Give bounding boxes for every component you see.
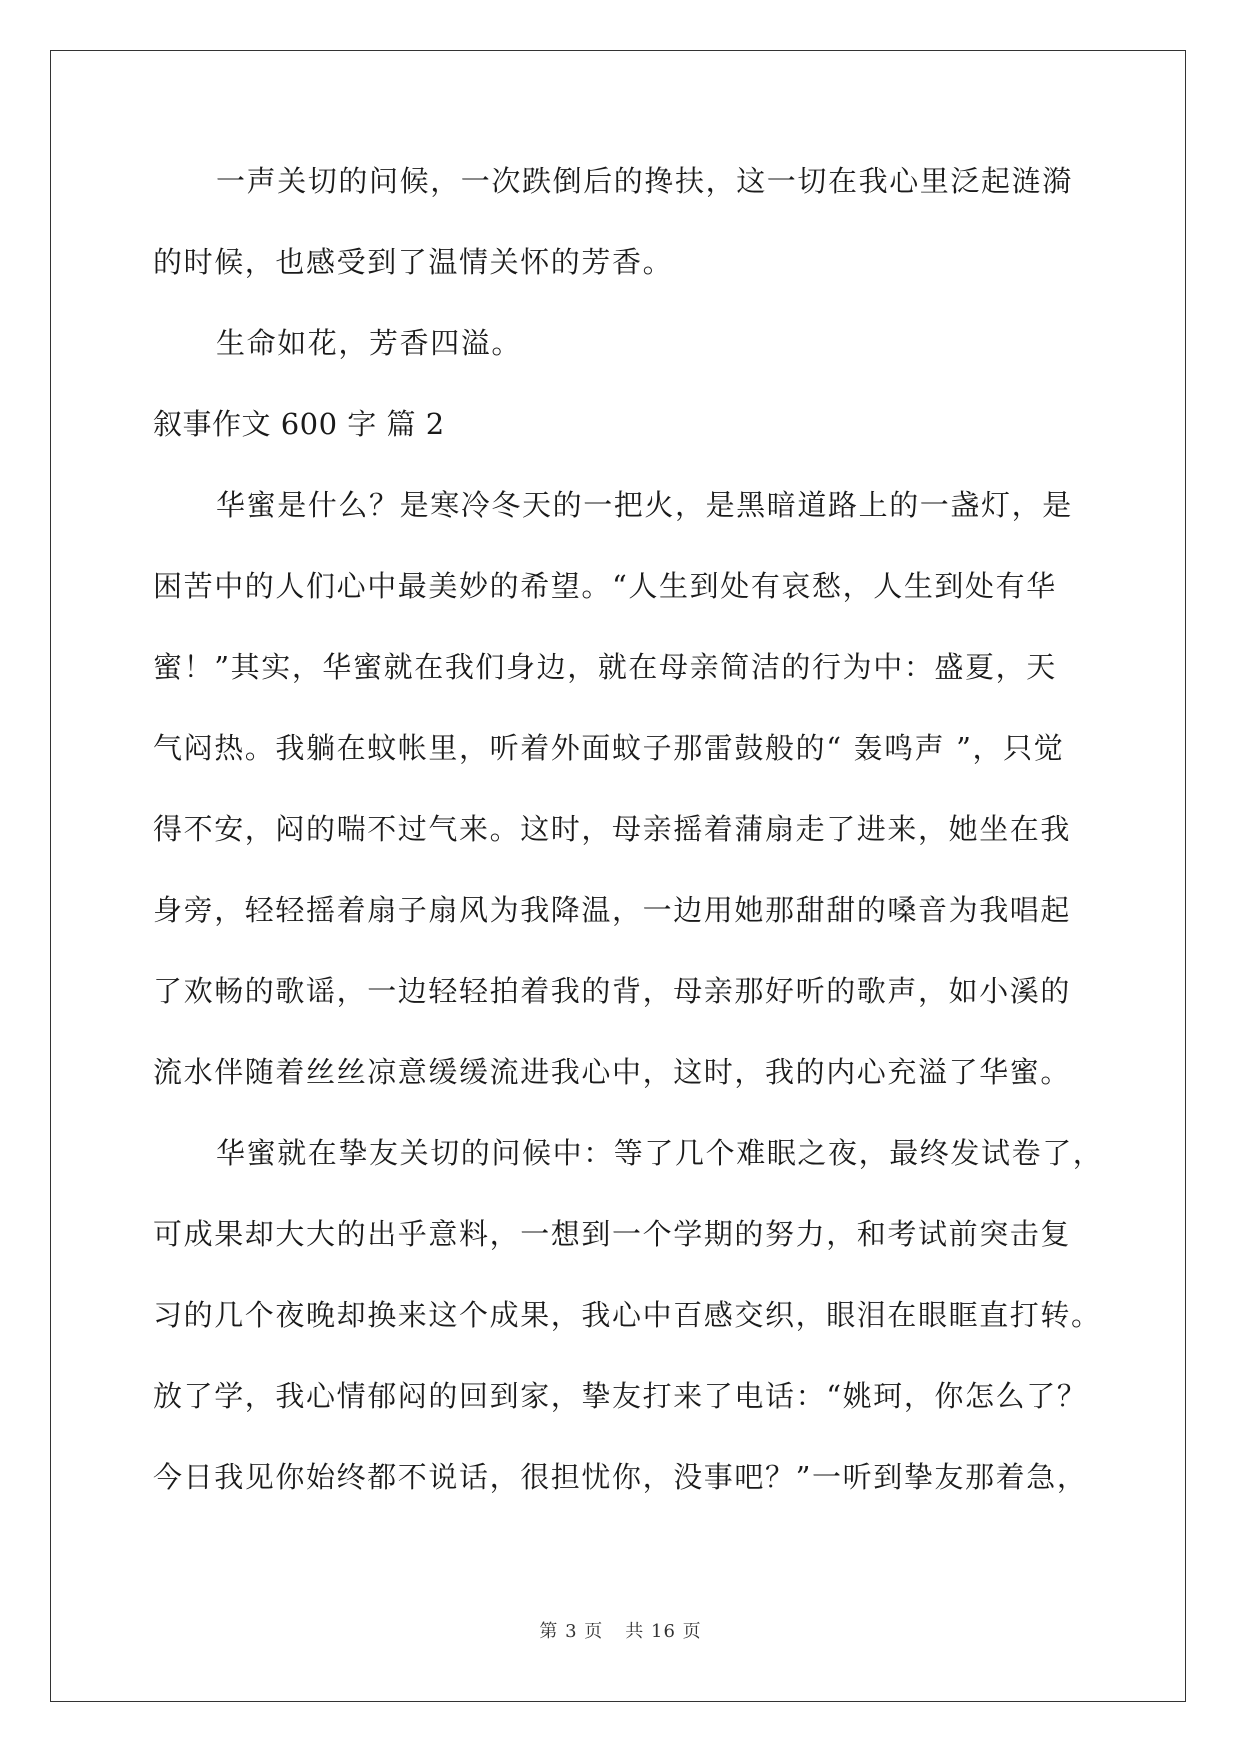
text-line: 气闷热。我躺在蚊帐里，听着外面蚊子那雷鼓般的“ 轰鸣声 ”，只觉: [153, 731, 1065, 765]
text-line: 流水伴随着丝丝凉意缓缓流进我心中，这时，我的内心充溢了华蜜。: [153, 1055, 1072, 1089]
text-line: 身旁，轻轻摇着扇子扇风为我降温，一边用她那甜甜的嗓音为我唱起: [153, 893, 1072, 927]
text-line: 华蜜就在挚友关切的问候中：等了几个难眠之夜，最终发试卷了，: [216, 1136, 1104, 1170]
page-number: 第 3 页: [539, 1621, 604, 1642]
text-line: 生命如花，芳香四溢。: [216, 326, 523, 360]
text-line: 得不安，闷的喘不过气来。这时，母亲摇着蒲扇走了进来，她坐在我: [153, 812, 1072, 846]
text-line: 蜜！”其实，华蜜就在我们身边，就在母亲简洁的行为中：盛夏，天: [153, 650, 1057, 684]
text-line: 困苦中的人们心中最美妙的希望。“人生到处有哀愁，人生到处有华: [153, 569, 1057, 603]
document-body: [153, 164, 1104, 1543]
page-footer: [0, 1617, 1241, 1643]
page-total: 共 16 页: [625, 1621, 702, 1642]
text-line: 今日我见你始终都不说话，很担忧你，没事吧？”一听到挚友那着急，: [153, 1460, 1088, 1494]
text-line: 华蜜是什么？是寒冷冬天的一把火，是黑暗道路上的一盏灯，是: [216, 488, 1073, 522]
text-line: 放了学，我心情郁闷的回到家，挚友打来了电话：“姚珂，你怎么了？: [153, 1379, 1088, 1413]
text-line: 了欢畅的歌谣，一边轻轻拍着我的背，母亲那好听的歌声，如小溪的: [153, 974, 1072, 1008]
text-line: 可成果却大大的出乎意料，一想到一个学期的努力，和考试前突击复: [153, 1217, 1072, 1251]
section-heading: 叙事作文 600 字 篇 2: [153, 407, 445, 441]
text-line: 一声关切的问候，一次跌倒后的搀扶，这一切在我心里泛起涟漪: [216, 164, 1073, 198]
text-line: 习的几个夜晚却换来这个成果，我心中百感交织，眼泪在眼眶直打转。: [153, 1298, 1102, 1332]
text-line: 的时候，也感受到了温情关怀的芳香。: [153, 245, 674, 279]
